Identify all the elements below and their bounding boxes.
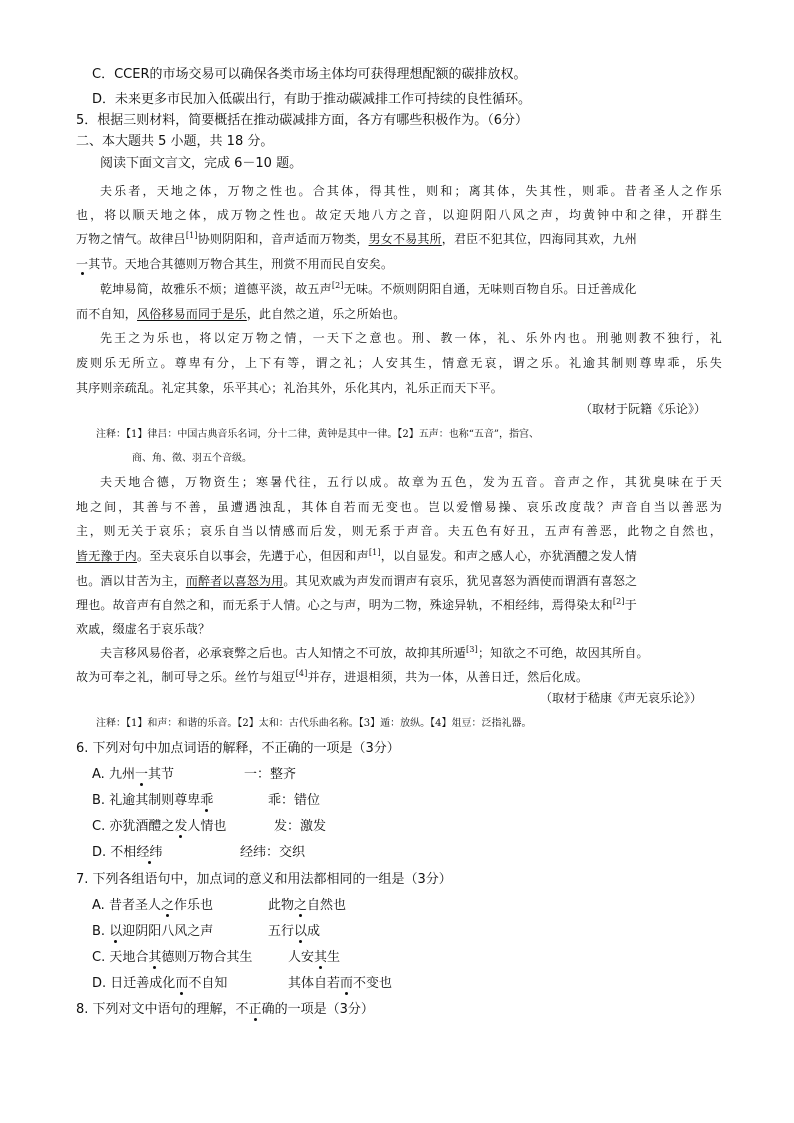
q7-option-a-second: 此物之自然也 bbox=[268, 898, 347, 913]
passage2-line: 欢戚，缀虚名于哀乐哉？ bbox=[76, 622, 211, 636]
option-d-prev: D．未来更多市民加入低碳出行，有助于推动碳减排工作可持续的良性循环。 bbox=[92, 92, 532, 107]
underlined-phrase: 风俗移易而同于是乐 bbox=[137, 307, 247, 321]
q7-option-b-second: 五行以成 bbox=[268, 924, 321, 939]
passage1-line: 一其节。天地合其德则万物合其生，刑赏不用而民自安矣。 bbox=[76, 257, 394, 271]
q6-option-b-gloss: 乖：错位 bbox=[268, 793, 321, 808]
q7-option-a: A. 昔者圣人之作乐也 bbox=[92, 898, 213, 913]
question-8-stem: 8. 下列对文中语句的理解，不正确的一项是（3分） bbox=[76, 1002, 374, 1017]
question-5: 5．根据三则材料，简要概括在推动碳减排方面，各方有哪些积极作为。（6分） bbox=[76, 113, 529, 128]
q6-option-d: D. 不相经纬 bbox=[92, 845, 163, 860]
section-instruction: 阅读下面文言文，完成 6－10 题。 bbox=[100, 156, 303, 171]
q6-option-a: A. 九州一其节 bbox=[92, 767, 174, 782]
passage1-line: 先王之为乐也，将以定万物之情，一天下之意也。刑、教一体，礼、乐外内也。刑驰则教不独行，礼 bbox=[100, 331, 722, 345]
option-c-prev: C．CCER的市场交易可以确保各类市场主体均可获得理想配额的碳排放权。 bbox=[92, 67, 527, 82]
annotation-note: 商、角、徵、羽五个音级。 bbox=[132, 453, 252, 464]
underlined-phrase: 而醉者以喜怒为用 bbox=[185, 574, 284, 588]
q7-option-d-second: 其体自若而不变也 bbox=[288, 976, 393, 991]
passage1-line: 也，将以顺天地之体，成万物之性也。故定天地八方之音，以迎阴阳八风之声，均黄钟中和之律，开群生 bbox=[76, 208, 722, 222]
q6-option-c-gloss: 发：激发 bbox=[274, 819, 327, 834]
question-7-stem: 7. 下列各组语句中，加点词的意义和用法都相同的一组是（3分） bbox=[76, 872, 452, 887]
source-citation: （取材于嵇康《声无哀乐论》） bbox=[540, 691, 703, 705]
q7-option-c-second: 人安其生 bbox=[288, 950, 341, 965]
passage1-line: 乾坤易简，故雅乐不烦；道德平淡，故五声[2]无味。不烦则阴阳自通，无味则百物自乐。日迁善成化 bbox=[100, 281, 637, 296]
section-heading: 二、本大题共 5 小题，共 18 分。 bbox=[76, 134, 274, 149]
underlined-phrase: 皆无豫于内 bbox=[76, 549, 138, 563]
source-citation: （取材于阮籍《乐论》） bbox=[580, 402, 707, 416]
q6-option-c: C. 亦犹酒醴之发人情也 bbox=[92, 819, 227, 834]
passage2-line: 地之间，其善与不善，虽遭遇浊乱，其体自若而无变也。岂以爱憎易操、哀乐改度哉？声音自当以善恶为 bbox=[76, 500, 722, 514]
underlined-phrase: 男女不易其所 bbox=[368, 232, 442, 246]
passage1-line: 废则乐无所立。尊卑有分，上下有等，谓之礼；人安其生，情意无哀，谓之乐。礼逾其制则尊卑乖，乐失 bbox=[76, 356, 722, 370]
q6-option-b: B. 礼逾其制则尊卑乖 bbox=[92, 793, 214, 808]
passage2-line: 夫言移风易俗者，必承衰弊之后也。古人知情之不可放，故抑其所遁[3]；知欲之不可绝，故因其所自。 bbox=[100, 645, 649, 660]
question-6-stem: 6. 下列对句中加点词语的解释，不正确的一项是（3分） bbox=[76, 741, 400, 756]
passage1-line: 其序则亲疏乱。礼定其象，乐平其心；礼治其外，乐化其内，礼乐正而天下平。 bbox=[76, 381, 504, 395]
annotation-note: 注释：【1】和声：和谐的乐音。【2】太和：古代乐曲名称。【3】遁：放纵。【4】俎豆：泛指礼器。 bbox=[96, 718, 532, 729]
dotted-word: 一 bbox=[76, 257, 89, 271]
passage2-line: 也。酒以甘苦为主，而醉者以喜怒为用。其见欢戚为声发而谓声有哀乐，犹见喜怒为酒使而谓酒有喜怒之 bbox=[76, 574, 638, 588]
passage2-line: 夫天地合德，万物资生；寒暑代往，五行以成。故章为五色，发为五音。音声之作，其犹臭味在于天 bbox=[100, 475, 722, 489]
passage2-line: 皆无豫于内。至夫哀乐自以事会，先遘于心，但因和声[1]，以自显发。和声之感人心，亦犹酒醴之发人情 bbox=[76, 548, 637, 563]
q7-option-b: B. 以迎阴阳八风之声 bbox=[92, 924, 214, 939]
q6-option-a-gloss: 一：整齐 bbox=[244, 767, 297, 782]
passage1-line: 夫乐者，天地之体，万物之性也。合其体，得其性，则和；离其体，失其性，则乖。昔者圣人之作乐 bbox=[100, 184, 722, 198]
passage2-line: 理也。故音声有自然之和，而无系于人情。心之与声，明为二物，殊途异轨，不相经纬，焉得染太和[2]于 bbox=[76, 597, 637, 612]
passage2-line: 故为可奉之礼，制可导之乐。丝竹与俎豆[4]并存，进退相须，共为一体，从善日迁，然后化成。 bbox=[76, 669, 589, 684]
passage1-line: 万物之情气。故律吕[1]协则阴阳和，音声适而万物类，男女不易其所，君臣不犯其位，四海同其欢，九州 bbox=[76, 231, 637, 246]
passage2-line: 主，则无关于哀乐；哀乐自当以情感而后发，则无系于声音。夫五色有好丑，五声有善恶，此物之自然也， bbox=[76, 524, 722, 538]
q7-option-d: D. 日迁善成化而不自知 bbox=[92, 976, 228, 991]
annotation-note: 注释：【1】律吕：中国古典音乐名词，分十二律，黄钟是其中一律。【2】五声：也称“五音”，指宫、 bbox=[96, 429, 539, 440]
passage1-line: 而不自知，风俗移易而同于是乐，此自然之道，乐之所始也。 bbox=[76, 307, 406, 321]
q6-option-d-gloss: 经纬：交织 bbox=[240, 845, 306, 860]
q7-option-c: C. 天地合其德则万物合其生 bbox=[92, 950, 253, 965]
